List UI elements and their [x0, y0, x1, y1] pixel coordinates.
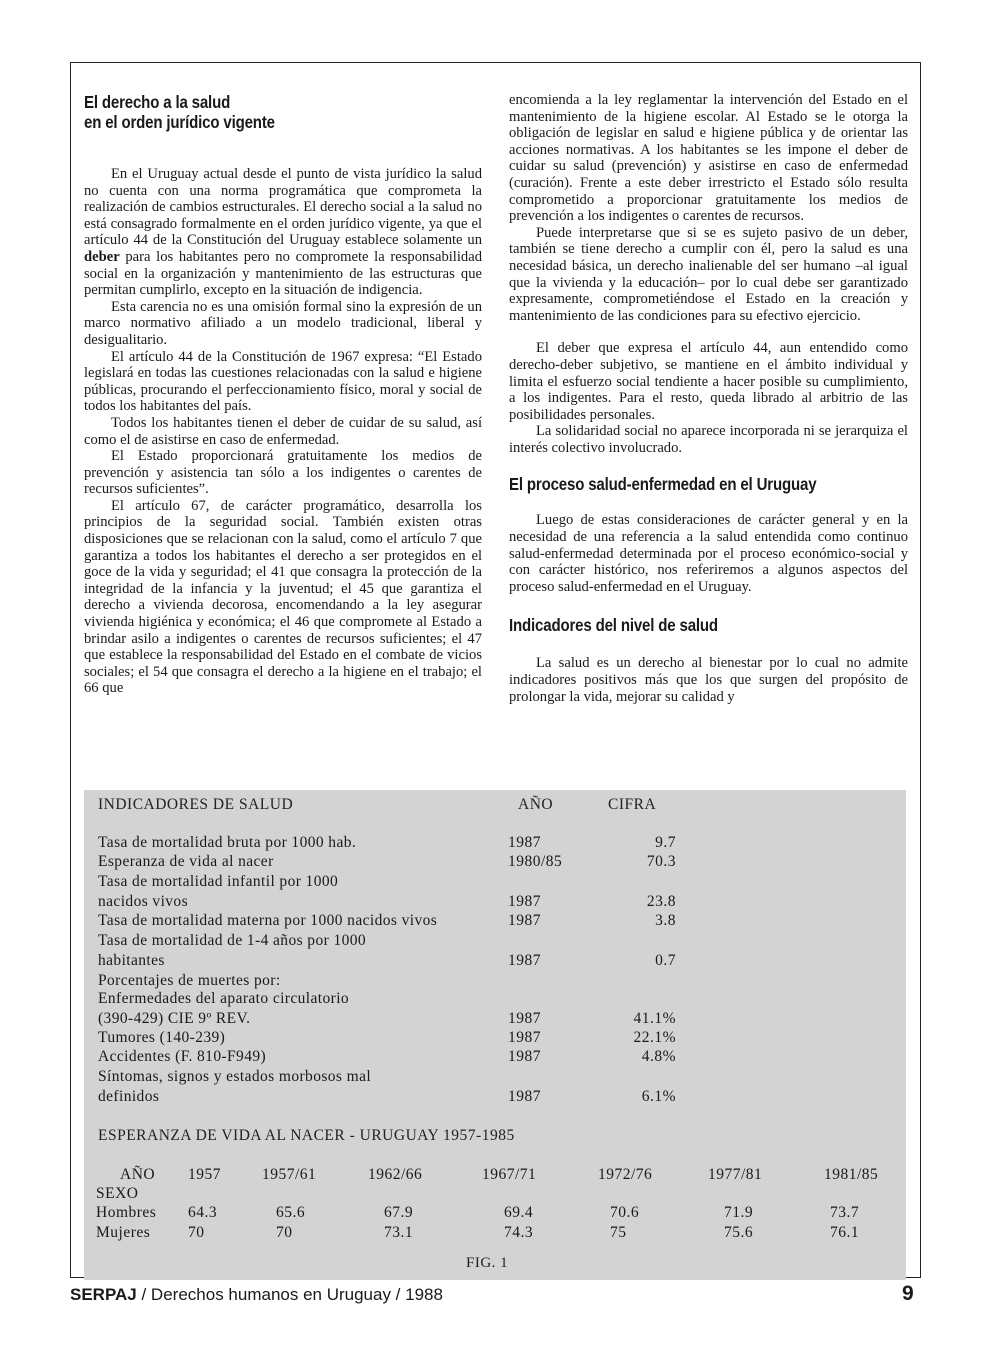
men-value-cell: 65.6: [276, 1204, 306, 1221]
paragraph: [84, 166, 482, 299]
table-row: [98, 990, 898, 1009]
paragraph: La solidaridad social no aparece incorporada ni se jerarquiza el interés colectivo involucrado.: [509, 423, 908, 456]
row-label: (390-429) CIE 9º REV.: [98, 1010, 251, 1027]
row-year: 1987: [508, 834, 541, 851]
left-column: [84, 92, 482, 697]
row-value: 0.7: [655, 952, 676, 969]
paragraph: Esta carencia no es una omisión formal sino la expresión de un marco normativo afiliado a un modelo tradicional, liberal y desigualitario.: [84, 298, 482, 348]
row-value: 23.8: [646, 893, 676, 910]
table-row: [98, 893, 898, 912]
row-label: Tasa de mortalidad materna por 1000 nacidos vivos: [98, 912, 438, 929]
footer-text: / Derechos humanos en Uruguay / 1988: [136, 1285, 443, 1304]
row-label: Enfermedades del aparato circulatorio: [98, 990, 350, 1007]
women-value-cell: 73.1: [384, 1224, 414, 1241]
paragraph: El artículo 67, de carácter programático, desarrolla los principios de la seguridad social. También existen otras disposiciones que se relacionan con la salud, como el artículo 7 que garantiza a todos los habitantes el derecho a ser protegidos en el goce de la vida y seguridad; el 41 que consagra la protección de la integridad de la infancia y la juventud; el 45 que garantiza el derecho a vivienda decorosa, encomendando a la ley asegurar vivienda higiénica y económica; el 46 que compromete al Estado a brindar asilo a indigentes o carentes de recursos suficientes; el 47 que establece la responsabilidad del Estado en el combate de vicios sociales; el 54 que consagra el derecho a la higiene en el trabajo; el 66 que: [84, 497, 482, 697]
women-value-cell: 76.1: [830, 1224, 860, 1241]
table-header-year: AÑO: [518, 796, 554, 813]
life-year-cell: 1981/85: [824, 1166, 879, 1183]
row-label: nacidos vivos: [98, 893, 189, 910]
bold-word: deber: [84, 248, 120, 265]
life-year-cell: 1957: [188, 1166, 221, 1183]
life-year-cell: 1962/66: [368, 1166, 423, 1183]
row-value: 4.8%: [641, 1048, 676, 1065]
women-value-cell: 75.6: [724, 1224, 754, 1241]
row-label: Tasa de mortalidad bruta por 1000 hab.: [98, 834, 357, 851]
life-year-cell: 1967/71: [482, 1166, 537, 1183]
paragraph: El Estado proporcionará gratuitamente los medios de prevención y asistencia tan sólo a los indigentes o carentes de recursos suficientes”.: [84, 448, 482, 498]
row-year: 1987: [508, 912, 541, 929]
row-value: 41.1%: [633, 1010, 676, 1027]
life-year-label: AÑO: [120, 1166, 156, 1183]
row-year: 1987: [508, 1048, 541, 1065]
row-label: Accidentes (F. 810-F949): [98, 1048, 267, 1065]
page-number: 9: [902, 1282, 914, 1305]
paragraph: encomienda a la ley reglamentar la intervención del Estado en el mantenimiento de la higiene escolar. Al Estado se le otorga la obligación de legislar en salud e higiene pública y de orientar las acciones normativas. A los habitantes se les impone el deber de cuidar su salud (prevención) y asistirse en caso de enfermedad (curación). Frente a este deber irrestricto el Estado sólo resulta comprometido a proporcionar gratuitamente los medios de prevención a los indigentes o carentes de recursos.: [509, 92, 908, 225]
life-year-cell: 1972/76: [598, 1166, 653, 1183]
table-row: [98, 873, 898, 892]
row-value: 6.1%: [641, 1088, 676, 1105]
men-value-cell: 69.4: [504, 1204, 534, 1221]
women-value-cell: 70: [276, 1224, 293, 1241]
paragraph: La salud es un derecho al bienestar por lo cual no admite indicadores positivos más que los que surgen del propósito de prolongar la vida, mejorar su calidad y: [509, 655, 908, 705]
table-row: [98, 1048, 898, 1067]
life-year-cell: 1977/81: [708, 1166, 763, 1183]
right-column: [509, 92, 908, 705]
table-header-figure: CIFRA: [608, 796, 657, 813]
title-line-1: El derecho a la salud: [84, 92, 231, 112]
table-row: [98, 1068, 898, 1087]
paragraph: El deber que expresa el artículo 44, aun entendido como derecho-deber subjetivo, se mantiene en el ámbito individual y limita el esfuerzo social tendiente a hacer posible su cumplimiento, a los indigentes. Para el resto, queda librado al arbitrio de las posibilidades personales.: [509, 340, 908, 423]
paragraph: El artículo 44 de la Constitución de 1967 expresa: “El Estado legislará en todas las cuestiones relacionadas con la salud e higiene públicas, procurando el perfeccionamiento físico, moral y social de todos los habitantes del país.: [84, 348, 482, 415]
women-value-cell: 70: [188, 1224, 205, 1241]
men-value-cell: 73.7: [830, 1204, 860, 1221]
row-year: 1987: [508, 952, 541, 969]
women-label: Mujeres: [96, 1224, 151, 1241]
paragraph-text: para los habitantes pero no compromete la responsabilidad social en la organización y mantenimiento de las estructuras que permitan cumplirlo, excepto en la situación de indigencia.: [84, 248, 482, 299]
table-header-indicators: INDICADORES DE SALUD: [98, 796, 294, 813]
life-sex-label: SEXO: [96, 1185, 139, 1202]
section-title: [84, 92, 482, 132]
table-row: [98, 932, 898, 951]
row-year: 1987: [508, 893, 541, 910]
row-label: Tasa de mortalidad infantil por 1000: [98, 873, 339, 890]
section-heading: Indicadores del nivel de salud: [509, 615, 718, 636]
row-label: Tumores (140-239): [98, 1029, 226, 1046]
row-year: 1987: [508, 1010, 541, 1027]
paragraph: Luego de estas consideraciones de carácter general y en la necesidad de una referencia a la salud entendida como continuo salud-enfermedad determinada por el proceso económico-social y con carácter histórico, nos referiremos a algunos aspectos del proceso salud-enfermedad en el Uruguay.: [509, 512, 908, 595]
health-indicators-figure: [84, 790, 906, 1280]
life-year-cell: 1957/61: [262, 1166, 317, 1183]
men-value-cell: 67.9: [384, 1204, 414, 1221]
row-label: definidos: [98, 1088, 160, 1105]
paragraph-text: En el Uruguay actual desde el punto de vista jurídico la salud no cuenta con una norma programática que comprometa la realización de cambios estructurales. El derecho social a la salud no está consagrado formalmente en el orden jurídico vigente, ya que el artículo 44 de la Constitución del Uruguay establece solamente un: [84, 166, 482, 249]
section-heading: El proceso salud-enfermedad en el Uruguay: [509, 474, 817, 495]
table-row: [98, 834, 898, 853]
row-value: 3.8: [655, 912, 676, 929]
footer: [70, 1285, 443, 1305]
footer-brand: SERPAJ: [70, 1285, 137, 1304]
row-value: 70.3: [646, 853, 676, 870]
title-line-2: en el orden jurídico vigente: [84, 112, 275, 132]
table-row: [98, 1088, 898, 1107]
row-year: 1987: [508, 1088, 541, 1105]
men-value-cell: 64.3: [188, 1204, 218, 1221]
paragraph: Puede interpretarse que si se es sujeto pasivo de un deber, también se tiene derecho a cumplir con él, pero la salud es una necesidad básica, un derecho inalienable del ser humano –al igual que la vivienda y la educación– por lo cual debe ser garantizado expresamente, comprometiéndose el Estado en la creación y mantenimiento de las condiciones para su efectivo ejercicio.: [509, 224, 908, 324]
table-row: [98, 853, 898, 872]
table-row: [98, 1010, 898, 1029]
row-value: 22.1%: [633, 1029, 676, 1046]
row-label: Tasa de mortalidad de 1-4 años por 1000: [98, 932, 367, 949]
table-row: [98, 972, 898, 991]
table-row: [98, 1029, 898, 1048]
life-expectancy-title: ESPERANZA DE VIDA AL NACER - URUGUAY 1957-1985: [98, 1127, 515, 1144]
men-value-cell: 71.9: [724, 1204, 754, 1221]
men-label: Hombres: [96, 1204, 157, 1221]
row-label: Síntomas, signos y estados morbosos mal: [98, 1068, 372, 1085]
row-year: 1980/85: [508, 853, 563, 870]
row-value: 9.7: [655, 834, 676, 851]
women-value-cell: 75: [610, 1224, 627, 1241]
paragraph: Todos los habitantes tienen el deber de cuidar de su salud, así como el de asistirse en caso de enfermedad.: [84, 414, 482, 448]
table-row: [98, 952, 898, 971]
row-year: 1987: [508, 1029, 541, 1046]
table-row: [98, 912, 898, 931]
row-label: Porcentajes de muertes por:: [98, 972, 281, 989]
figure-label: FIG. 1: [466, 1255, 509, 1271]
women-value-cell: 74.3: [504, 1224, 534, 1241]
row-label: habitantes: [98, 952, 165, 969]
row-label: Esperanza de vida al nacer: [98, 853, 274, 870]
men-value-cell: 70.6: [610, 1204, 640, 1221]
